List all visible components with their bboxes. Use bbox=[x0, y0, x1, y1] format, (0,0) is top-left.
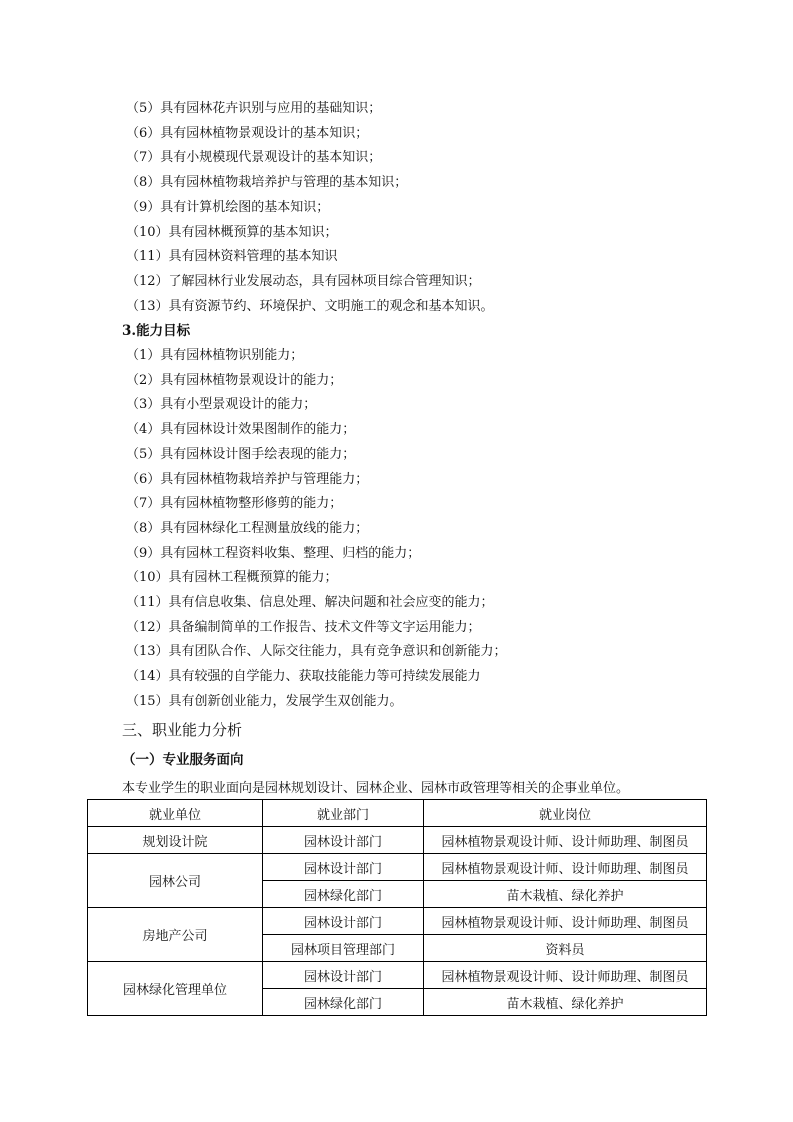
list-item: （12）具备编制简单的工作报告、技术文件等文字运用能力； bbox=[126, 619, 481, 635]
list-item: （7）具有园林植物整形修剪的能力； bbox=[126, 496, 343, 512]
dept-cell: 园林项目管理部门 bbox=[263, 935, 424, 962]
list-item: （6）具有园林植物栽培养护与管理能力； bbox=[126, 471, 369, 487]
post-cell: 园林植物景观设计师、设计师助理、制图员 bbox=[424, 962, 707, 989]
list-item: （3）具有小型景观设计的能力； bbox=[126, 397, 317, 413]
list-item: （7）具有小规模现代景观设计的基本知识； bbox=[126, 150, 382, 166]
unit-cell: 园林公司 bbox=[88, 854, 263, 908]
header-unit: 就业单位 bbox=[88, 800, 263, 827]
list-item: （12）了解园林行业发展动态，具有园林项目综合管理知识； bbox=[126, 273, 481, 289]
section-heading: 三、职业能力分析 bbox=[122, 721, 243, 739]
list-item: （6）具有园林植物景观设计的基本知识； bbox=[126, 125, 369, 141]
list-item: （1）具有园林植物识别能力； bbox=[126, 348, 304, 363]
list-item: （11）具有园林资料管理的基本知识 bbox=[126, 249, 338, 265]
dept-cell: 园林设计部门 bbox=[263, 854, 424, 881]
list-item: （5）具有园林设计图手绘表现的能力； bbox=[126, 446, 356, 462]
list-item: （8）具有园林植物栽培养护与管理的基本知识； bbox=[126, 175, 408, 191]
post-cell: 资料员 bbox=[424, 935, 707, 962]
header-post: 就业岗位 bbox=[424, 800, 707, 827]
list-item: （14）具有较强的自学能力、获取技能能力等可持续发展能力 bbox=[126, 669, 481, 685]
list-item: （13）具有团队合作、人际交往能力，具有竞争意识和创新能力； bbox=[126, 644, 507, 660]
list-item: （8）具有园林绿化工程测量放线的能力； bbox=[126, 520, 369, 536]
post-cell: 园林植物景观设计师、设计师助理、制图员 bbox=[424, 908, 707, 935]
table-row bbox=[88, 854, 707, 881]
intro-paragraph: 本专业学生的职业面向是园林规划设计、园林企业、园林市政管理等相关的企事业单位。 bbox=[122, 781, 630, 796]
subsection-heading: （一）专业服务面向 bbox=[122, 752, 244, 768]
table-row bbox=[88, 962, 707, 989]
list-item: （9）具有计算机绘图的基本知识； bbox=[126, 199, 330, 215]
list-item: （13）具有资源节约、环境保护、文明施工的观念和基本知识。 bbox=[126, 298, 494, 314]
dept-cell: 园林设计部门 bbox=[263, 827, 424, 854]
header-dept: 就业部门 bbox=[263, 800, 424, 827]
dept-cell: 园林绿化部门 bbox=[263, 881, 424, 908]
dept-cell: 园林绿化部门 bbox=[263, 989, 424, 1016]
list-item: （5）具有园林花卉识别与应用的基础知识； bbox=[126, 101, 382, 116]
post-cell: 苗木栽植、绿化养护 bbox=[424, 881, 707, 908]
table-row bbox=[88, 827, 707, 854]
ability-heading: 3.能力目标 bbox=[122, 323, 191, 339]
post-cell: 苗木栽植、绿化养护 bbox=[424, 989, 707, 1016]
list-item: （11）具有信息收集、信息处理、解决问题和社会应变的能力； bbox=[126, 595, 494, 610]
unit-cell: 房地产公司 bbox=[88, 908, 263, 962]
table-header-row bbox=[88, 800, 707, 827]
unit-cell: 园林绿化管理单位 bbox=[88, 962, 263, 1016]
list-item: （4）具有园林设计效果图制作的能力； bbox=[126, 422, 356, 438]
list-item: （10）具有园林工程概预算的能力； bbox=[126, 570, 338, 586]
employment-table bbox=[87, 799, 707, 1016]
post-cell: 园林植物景观设计师、设计师助理、制图员 bbox=[424, 854, 707, 881]
table-row bbox=[88, 908, 707, 935]
list-item: （2）具有园林植物景观设计的能力； bbox=[126, 372, 343, 388]
unit-cell: 规划设计院 bbox=[88, 827, 263, 854]
list-item: （10）具有园林概预算的基本知识； bbox=[126, 224, 338, 240]
list-item: （15）具有创新创业能力，发展学生双创能力。 bbox=[126, 693, 403, 709]
list-item: （9）具有园林工程资料收集、整理、归档的能力； bbox=[126, 545, 421, 561]
dept-cell: 园林设计部门 bbox=[263, 962, 424, 989]
dept-cell: 园林设计部门 bbox=[263, 908, 424, 935]
post-cell: 园林植物景观设计师、设计师助理、制图员 bbox=[424, 827, 707, 854]
